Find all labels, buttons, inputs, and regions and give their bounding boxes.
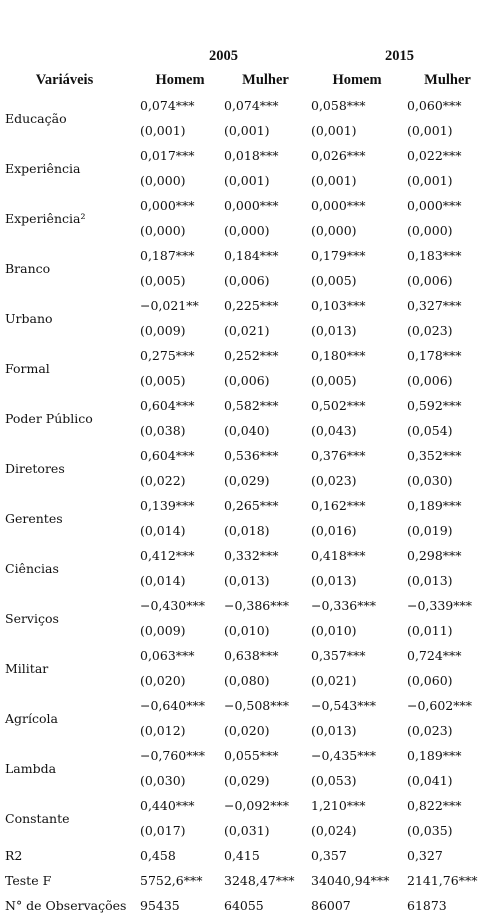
col-header-homem-2005: Homem: [155, 72, 205, 88]
statistic-value: 0,458: [140, 848, 176, 863]
coefficient-cell: 0,275***: [140, 348, 195, 363]
std-error-cell: (0,029): [224, 773, 270, 788]
std-error-cell: (0,013): [407, 573, 453, 588]
std-error-cell: (0,029): [224, 473, 270, 488]
coefficient-cell: 0,225***: [224, 298, 279, 313]
std-error-cell: (0,035): [407, 823, 453, 838]
std-error-cell: (0,001): [311, 173, 357, 188]
coefficient-cell: 0,162***: [311, 498, 366, 513]
statistic-name: R2: [5, 848, 23, 863]
std-error-cell: (0,023): [407, 323, 453, 338]
std-error-cell: (0,000): [140, 173, 186, 188]
table-row: [3, 543, 490, 568]
coefficient-cell: 0,189***: [407, 498, 462, 513]
std-error-cell: (0,030): [140, 773, 186, 788]
variable-name: Experiência²: [5, 210, 86, 226]
coefficient-cell: 0,536***: [224, 448, 279, 463]
coefficient-cell: −0,430***: [140, 598, 206, 613]
std-error-cell: (0,013): [224, 573, 270, 588]
col-header-mulher-2015: Mulher: [424, 72, 471, 88]
table-row: [3, 693, 490, 718]
coefficient-cell: 0,724***: [407, 648, 462, 663]
std-error-cell: (0,021): [311, 673, 357, 688]
coefficient-cell: 0,074***: [140, 98, 195, 113]
table-row: [3, 893, 490, 918]
coefficient-cell: 0,352***: [407, 448, 462, 463]
variables-header: Variáveis: [35, 72, 94, 88]
coefficient-cell: 0,592***: [407, 398, 462, 413]
statistic-value: 61873: [407, 898, 447, 913]
coefficient-cell: 0,189***: [407, 748, 462, 763]
coefficient-cell: 0,139***: [140, 498, 195, 513]
std-error-cell: (0,000): [407, 223, 453, 238]
coefficient-cell: 0,000***: [311, 198, 366, 213]
variable-name: Experiência: [5, 160, 81, 176]
std-error-cell: (0,022): [140, 473, 186, 488]
coefficient-cell: −0,543***: [311, 698, 377, 713]
std-error-cell: (0,006): [224, 373, 270, 388]
table-row: [3, 743, 490, 768]
std-error-cell: (0,000): [311, 223, 357, 238]
coefficient-cell: 0,604***: [140, 398, 195, 413]
statistic-name: N° de Observações: [5, 898, 127, 913]
statistic-value: 0,357: [311, 848, 347, 863]
std-error-cell: (0,006): [407, 373, 453, 388]
coefficient-cell: 0,180***: [311, 348, 366, 363]
coefficient-cell: −0,435***: [311, 748, 377, 763]
table-row: [3, 143, 490, 168]
coefficient-cell: 0,822***: [407, 798, 462, 813]
std-error-cell: (0,005): [140, 273, 186, 288]
coefficient-cell: 0,332***: [224, 548, 279, 563]
std-error-cell: (0,020): [140, 673, 186, 688]
coefficient-cell: 0,017***: [140, 148, 195, 163]
std-error-cell: (0,006): [407, 273, 453, 288]
coefficient-cell: 0,376***: [311, 448, 366, 463]
table-row: [3, 793, 490, 818]
coefficient-cell: 0,074***: [224, 98, 279, 113]
coefficient-cell: −0,508***: [224, 698, 290, 713]
table-row: [3, 93, 490, 118]
col-header-mulher-2005: Mulher: [242, 72, 289, 88]
coefficient-cell: 0,184***: [224, 248, 279, 263]
std-error-cell: (0,001): [224, 123, 270, 138]
std-error-cell: (0,001): [224, 173, 270, 188]
variable-name: Diretores: [5, 460, 65, 476]
coefficient-cell: 0,055***: [224, 748, 279, 763]
statistic-value: 5752,6***: [140, 873, 203, 888]
table-row: [3, 443, 490, 468]
std-error-cell: (0,030): [407, 473, 453, 488]
variable-name: Formal: [5, 360, 50, 376]
table-row: [3, 243, 490, 268]
std-error-cell: (0,043): [311, 423, 357, 438]
table-row: [3, 843, 490, 868]
coefficient-cell: 0,582***: [224, 398, 279, 413]
year-2005-header: 2005: [209, 47, 238, 64]
coefficient-cell: 0,000***: [407, 198, 462, 213]
table-row: [3, 343, 490, 368]
table-row: [3, 868, 490, 893]
std-error-cell: (0,017): [140, 823, 186, 838]
statistic-value: 3248,47***: [224, 873, 295, 888]
std-error-cell: (0,038): [140, 423, 186, 438]
coefficient-cell: 0,183***: [407, 248, 462, 263]
coefficient-cell: −0,339***: [407, 598, 473, 613]
year-header-row: [3, 44, 490, 68]
coefficient-cell: 0,638***: [224, 648, 279, 663]
statistic-value: 0,327: [407, 848, 443, 863]
coefficient-cell: −0,386***: [224, 598, 290, 613]
std-error-cell: (0,023): [407, 723, 453, 738]
variable-name: Constante: [5, 810, 70, 826]
std-error-cell: (0,018): [224, 523, 270, 538]
coefficient-cell: −0,336***: [311, 598, 377, 613]
variable-name: Educação: [5, 110, 67, 126]
std-error-cell: (0,041): [407, 773, 453, 788]
coefficient-cell: 0,018***: [224, 148, 279, 163]
variable-name: Ciências: [5, 560, 59, 576]
coefficient-cell: 0,000***: [140, 198, 195, 213]
std-error-cell: (0,009): [140, 323, 186, 338]
coefficient-cell: 0,418***: [311, 548, 366, 563]
coefficient-cell: 0,502***: [311, 398, 366, 413]
std-error-cell: (0,053): [311, 773, 357, 788]
std-error-cell: (0,010): [224, 623, 270, 638]
coefficient-cell: 0,412***: [140, 548, 195, 563]
coefficient-cell: 0,058***: [311, 98, 366, 113]
statistic-value: 64055: [224, 898, 264, 913]
table-row: [3, 193, 490, 218]
coefficient-cell: 0,000***: [224, 198, 279, 213]
std-error-cell: (0,016): [311, 523, 357, 538]
coefficient-cell: 0,178***: [407, 348, 462, 363]
column-header-row: [3, 68, 490, 93]
statistic-value: 0,415: [224, 848, 260, 863]
std-error-cell: (0,001): [311, 123, 357, 138]
coefficient-cell: 0,265***: [224, 498, 279, 513]
coefficient-cell: 0,604***: [140, 448, 195, 463]
coefficient-cell: 0,103***: [311, 298, 366, 313]
std-error-cell: (0,014): [140, 523, 186, 538]
std-error-cell: (0,011): [407, 623, 453, 638]
coefficient-cell: 0,026***: [311, 148, 366, 163]
std-error-cell: (0,005): [311, 373, 357, 388]
std-error-cell: (0,006): [224, 273, 270, 288]
std-error-cell: (0,005): [311, 273, 357, 288]
coefficient-cell: 0,060***: [407, 98, 462, 113]
coefficient-cell: 0,440***: [140, 798, 195, 813]
col-header-homem-2015: Homem: [332, 72, 382, 88]
coefficient-cell: 0,063***: [140, 648, 195, 663]
variable-name: Urbano: [5, 310, 53, 326]
std-error-cell: (0,001): [407, 173, 453, 188]
table-row: [3, 493, 490, 518]
variable-name: Branco: [5, 260, 51, 276]
corner-cell: [3, 44, 138, 68]
std-error-cell: (0,009): [140, 623, 186, 638]
std-error-cell: (0,023): [311, 473, 357, 488]
coefficient-cell: 0,187***: [140, 248, 195, 263]
std-error-cell: (0,031): [224, 823, 270, 838]
table-row: [3, 643, 490, 668]
coefficient-cell: −0,602***: [407, 698, 473, 713]
table-row: [3, 593, 490, 618]
table-row: [3, 293, 490, 318]
statistic-value: 2141,76***: [407, 873, 478, 888]
std-error-cell: (0,013): [311, 573, 357, 588]
std-error-cell: (0,000): [140, 223, 186, 238]
regression-table: [3, 44, 490, 918]
variable-name: Agrícola: [5, 710, 58, 726]
std-error-cell: (0,014): [140, 573, 186, 588]
std-error-cell: (0,020): [224, 723, 270, 738]
std-error-cell: (0,001): [140, 123, 186, 138]
std-error-cell: (0,000): [224, 223, 270, 238]
variable-name: Lambda: [5, 760, 57, 776]
coefficient-cell: 0,357***: [311, 648, 366, 663]
year-2015-header: 2015: [385, 47, 414, 64]
coefficient-cell: 1,210***: [311, 798, 366, 813]
statistic-value: 95435: [140, 898, 180, 913]
table-row: [3, 393, 490, 418]
statistic-value: 34040,94***: [311, 873, 390, 888]
coefficient-cell: 0,179***: [311, 248, 366, 263]
coefficient-cell: −0,640***: [140, 698, 206, 713]
statistic-name: Teste F: [5, 873, 52, 888]
std-error-cell: (0,024): [311, 823, 357, 838]
std-error-cell: (0,054): [407, 423, 453, 438]
std-error-cell: (0,080): [224, 673, 270, 688]
variable-name: Gerentes: [5, 510, 63, 526]
coefficient-cell: −0,092***: [224, 798, 290, 813]
std-error-cell: (0,010): [311, 623, 357, 638]
coefficient-cell: 0,298***: [407, 548, 462, 563]
std-error-cell: (0,013): [311, 323, 357, 338]
std-error-cell: (0,040): [224, 423, 270, 438]
std-error-cell: (0,060): [407, 673, 453, 688]
coefficient-cell: 0,022***: [407, 148, 462, 163]
coefficient-cell: −0,760***: [140, 748, 206, 763]
std-error-cell: (0,021): [224, 323, 270, 338]
statistic-value: 86007: [311, 898, 351, 913]
std-error-cell: (0,012): [140, 723, 186, 738]
std-error-cell: (0,001): [407, 123, 453, 138]
std-error-cell: (0,013): [311, 723, 357, 738]
coefficient-cell: 0,327***: [407, 298, 462, 313]
coefficient-cell: 0,252***: [224, 348, 279, 363]
std-error-cell: (0,005): [140, 373, 186, 388]
table-body: [3, 93, 490, 918]
coefficient-cell: −0,021**: [140, 298, 199, 313]
variable-name: Militar: [5, 660, 49, 676]
std-error-cell: (0,019): [407, 523, 453, 538]
variable-name: Poder Público: [5, 410, 93, 426]
variable-name: Serviços: [5, 610, 59, 626]
